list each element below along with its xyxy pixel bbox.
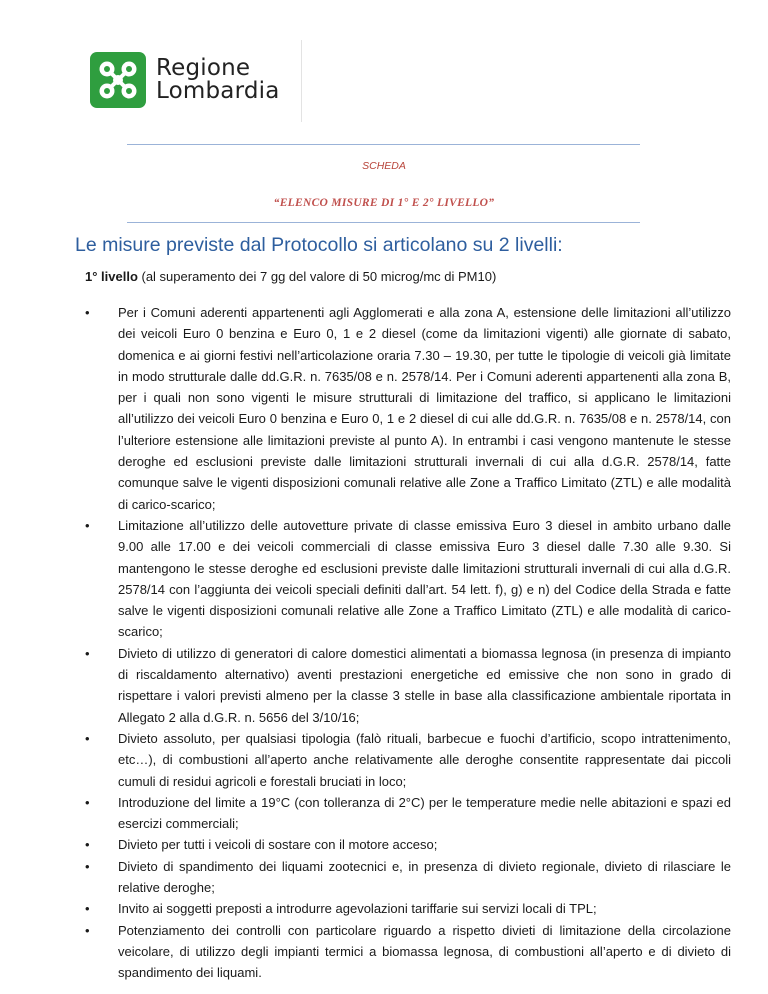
top-rule: [127, 144, 640, 145]
lombardia-rose-icon: [90, 52, 146, 108]
document-subtitle: “ELENCO MISURE DI 1° E 2° LIVELLO”: [273, 197, 495, 209]
section-heading: Le misure previste dal Protocollo si articolano su 2 livelli:: [75, 234, 563, 256]
list-item: • Limitazione all’utilizzo delle autovetture private di classe emissiva Euro 3 diesel in ambito urbano dalle 9.00 alle 17.00 e dei veicoli commerciali di classe emissiva Euro 3 diesel dalle 7.30 alle 9.30. Si mantengono le stesse deroghe ed esclusioni previste dalle limitazioni strutturali invernali di cui alla d.G.R. 2578/14 con l’aggiunta dei veicoli speciali definiti dall’art. 54 lett. f), g) e n) del Codice della Strada e fatte salve le vigenti disposizioni comunali relative alle Zone a Traffico Limitato (ZTL) e alle modalità di carico-scarico;: [118, 515, 731, 643]
level-1-line: [85, 269, 496, 284]
logo-line-2: Lombardia: [156, 78, 280, 104]
level-1-description: (al superamento dei 7 gg del valore di 50 microg/mc di PM10): [137, 269, 497, 284]
list-item: • Divieto di utilizzo di generatori di calore domestici alimentati a biomassa legnosa (in presenza di impianto di riscaldamento alternativo) aventi prestazioni energetiche ed emissive che non sono in grado di rispettare i valori previsti almeno per la classe 3 stelle in base alla classificazione ambientale riportata in Allegato 2 alla d.G.R. n. 5656 del 3/10/16;: [118, 643, 731, 728]
list-item: • Divieto per tutti i veicoli di sostare con il motore acceso;: [118, 834, 731, 855]
list-item: • Divieto di spandimento dei liquami zootecnici e, in presenza di divieto regionale, divieto di rilasciare le relative deroghe;: [118, 856, 731, 899]
level-1-label: 1° livello: [85, 269, 138, 284]
logo-divider: [301, 40, 302, 122]
list-item: • Divieto assoluto, per qualsiasi tipologia (falò rituali, barbecue e fuochi d’artificio, scopo intrattenimento, etc…), di combustioni all’aperto anche relativamente alle deroghe consentite rappresentate dai piccoli cumuli di residui agricoli e forestali bruciati in loco;: [118, 728, 731, 792]
list-item: • Introduzione del limite a 19°C (con tolleranza di 2°C) per le temperature medie nelle abitazioni e spazi ed esercizi commerciali;: [118, 792, 731, 835]
list-item: • Per i Comuni aderenti appartenenti agli Agglomerati e alla zona A, estensione delle limitazioni all’utilizzo dei veicoli Euro 0 benzina e Euro 0, 1 e 2 diesel (come da limitazioni vigenti) alle giornate di sabato, domenica e ai giorni festivi nell’articolazione oraria 7.30 – 19.30, per tutte le tipologie di veicoli già limitate in modo strutturale dalle dd.G.R. n. 7635/08 e n. 2578/14. Per i Comuni aderenti appartenenti alla zona B, per i quali non sono vigenti le misure strutturali di limitazione del traffico, si applicano le limitazioni all’utilizzo dei veicoli Euro 0 benzina e Euro 0, 1 e 2 diesel di cui alle dd.G.R. n. 7635/08 e n. 2578/14, con l’ulteriore estensione alle limitazioni previste al punto A). In entrambi i casi vengono mantenute le stesse deroghe ed esclusioni previste dalle limitazioni strutturali invernali di cui alla d.G.R. 2578/14, fatte comunque salve le vigenti disposizioni comunali relative alle Zone a Traffico Limitato (ZTL) e alle modalità di carico-scarico;: [118, 302, 731, 515]
regione-lombardia-logo: [90, 52, 280, 108]
list-item: • Invito ai soggetti preposti a introdurre agevolazioni tariffarie sui servizi locali di TPL;: [118, 898, 731, 919]
measures-list: [85, 302, 731, 984]
logo-line-1: Regione: [156, 55, 251, 81]
scheda-label: SCHEDA: [362, 160, 406, 172]
logo-wordmark: [156, 57, 280, 103]
bottom-rule: [127, 222, 640, 223]
list-item: • Potenziamento dei controlli con particolare riguardo a rispetto divieti di limitazione della circolazione veicolare, di utilizzo degli impianti termici a biomassa legnosa, di combustioni all’aperto e di divieto di spandimento dei liquami.: [118, 920, 731, 984]
